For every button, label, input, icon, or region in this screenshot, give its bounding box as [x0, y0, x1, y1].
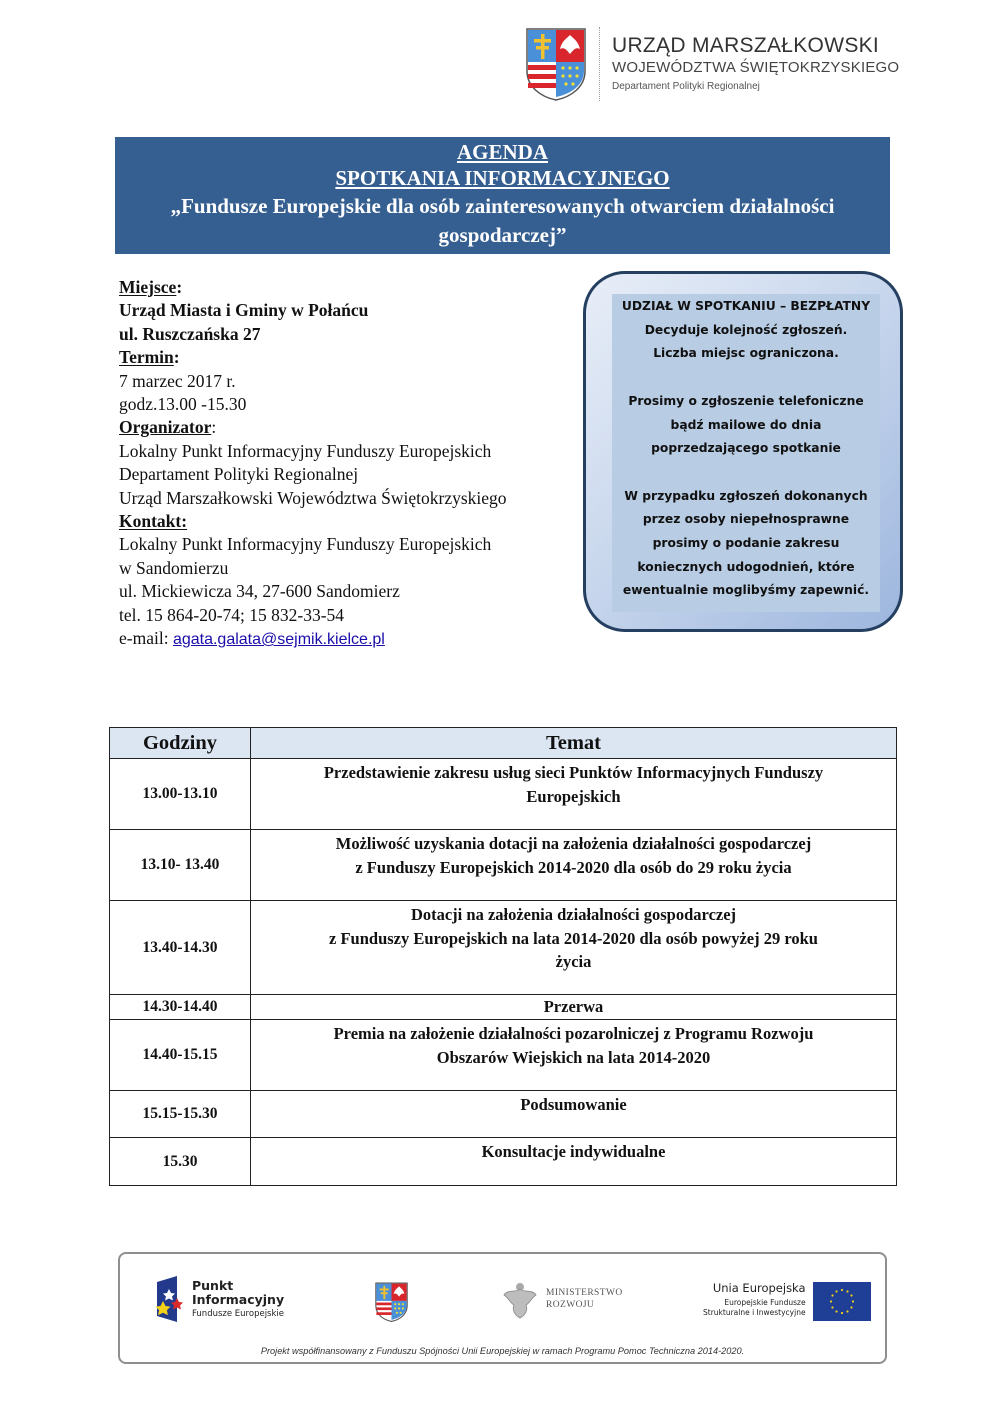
coat-of-arms-icon — [525, 27, 587, 101]
agenda-table — [109, 727, 897, 1186]
event-info — [119, 276, 589, 652]
row-topic: Przerwa — [251, 995, 897, 1020]
fe-flag-icon — [155, 1276, 183, 1322]
polish-eagle-icon — [502, 1281, 538, 1319]
callout-line: bądź mailowe do dnia — [670, 417, 822, 432]
table-row — [110, 1138, 897, 1186]
place-name: Urząd Miasta i Gminy w Połańcu — [119, 300, 369, 321]
callout-spacer — [612, 366, 880, 390]
place-label: Miejsce: — [119, 277, 183, 297]
footer-logos — [120, 1254, 885, 1334]
cofinancing-note: Projekt współfinansowany z Funduszu Spójności Unii Europejskiej w ramach Programu Pomoc Techniczna 2014-2020. — [260, 1346, 745, 1356]
row-time: 14.30-14.40 — [110, 995, 251, 1020]
agenda-title-banner — [115, 137, 890, 254]
punkt-line1: Punkt — [192, 1278, 234, 1294]
email-link[interactable]: agata.galata@sejmik.kielce.pl — [172, 631, 385, 649]
row-time: 15.30 — [110, 1138, 251, 1186]
ministry-logo — [502, 1281, 623, 1319]
table-row — [110, 901, 897, 995]
table-row — [110, 1020, 897, 1091]
banner-subtitle: SPOTKANIA INFORMACYJNEGO — [335, 166, 670, 190]
row-topic: Premia na założenie działalności pozarolniczej z Programu Rozwoju Obszarów Wiejskich na lata 2014-2020 — [251, 1020, 897, 1091]
event-time: godz.13.00 -15.30 — [119, 394, 247, 415]
row-topic: Możliwość uzyskania dotacji na założenia działalności gospodarczej z Funduszy Europejskich 2014-2020 dla osób do 29 roku życia — [251, 830, 897, 901]
contact-phone: tel. 15 864-20-74; 15 832-33-54 — [119, 604, 345, 625]
punkt-informacyjny-logo — [155, 1276, 284, 1322]
callout-line: poprzedzającego spotkanie — [651, 441, 841, 456]
coat-of-arms-icon — [374, 1282, 409, 1322]
banner-title: AGENDA — [456, 140, 548, 164]
eu-line1: Unia Europejska — [712, 1281, 806, 1295]
table-row — [110, 1091, 897, 1138]
row-time: 13.40-14.30 — [110, 901, 251, 995]
callout-free-notice: UDZIAŁ W SPOTKANIU – BEZPŁATNY — [621, 299, 871, 313]
table-row — [110, 995, 897, 1020]
callout-line: ewentualnie moglibyśmy zapewnić. — [622, 583, 870, 598]
table-row — [110, 830, 897, 901]
organizer-line: Lokalny Punkt Informacyjny Funduszy Europejskich — [119, 440, 492, 461]
banner-topic-line2: gospodarczej” — [438, 223, 567, 247]
row-topic: Konsultacje indywidualne — [251, 1138, 897, 1186]
eu-line2: Europejskie Fundusze — [724, 1298, 806, 1308]
banner-topic-line1: „Fundusze Europejskie dla osób zainteresowanych otwarciem działalności — [170, 194, 835, 218]
callout-line: Decyduje kolejność zgłoszeń. — [644, 322, 848, 337]
contact-line: w Sandomierzu — [119, 557, 229, 578]
table-header-row — [110, 728, 897, 759]
callout-content — [612, 294, 880, 612]
punkt-line2: Informacyjny — [192, 1291, 285, 1307]
callout-line: koniecznych udogodnień, które — [637, 559, 855, 574]
callout-line: Prosimy o zgłoszenie telefoniczne — [628, 393, 864, 408]
row-time: 15.15-15.30 — [110, 1091, 251, 1138]
contact-email-row — [119, 627, 589, 651]
logo-divider — [599, 27, 600, 101]
punkt-line3: Fundusze Europejskie — [192, 1308, 284, 1319]
contact-address: ul. Mickiewicza 34, 27-600 Sandomierz — [119, 581, 400, 602]
organizer-line: Urząd Marszałkowski Województwa Świętokrzyskiego — [119, 487, 507, 508]
row-time: 13.00-13.10 — [110, 759, 251, 830]
contact-label: Kontakt: — [119, 511, 188, 532]
participation-callout — [583, 271, 903, 632]
column-header-hours: Godziny — [110, 728, 251, 759]
eu-funds-logo-text — [703, 1282, 806, 1317]
row-time: 14.40-15.15 — [110, 1020, 251, 1091]
row-topic: Dotacji na założenia działalności gospodarczej z Funduszy Europejskich na lata 2014-2020 dla osób powyżej 29 roku życia — [251, 901, 897, 995]
ministry-line1: MINISTERSTWO — [546, 1288, 623, 1299]
row-topic: Podsumowanie — [251, 1091, 897, 1138]
urzad-marszalkowski-logo — [525, 26, 899, 102]
callout-spacer — [612, 461, 880, 485]
logo-department: Departament Polityki Regionalnej — [612, 81, 760, 93]
row-time: 13.10- 13.40 — [110, 830, 251, 901]
event-date: 7 marzec 2017 r. — [119, 370, 236, 391]
logo-title: URZĄD MARSZAŁKOWSKI — [612, 34, 880, 58]
date-label: Termin: — [119, 347, 180, 368]
callout-line: W przypadku zgłoszeń dokonanych — [624, 488, 868, 503]
ministry-line2: ROZWOJU — [546, 1300, 595, 1310]
organizer-line: Departament Polityki Regionalnej — [119, 464, 359, 485]
column-header-topic: Temat — [251, 728, 897, 759]
callout-line: Liczba miejsc ograniczona. — [653, 346, 839, 361]
eu-flag-icon — [813, 1282, 871, 1321]
organizer-label: Organizator: — [119, 417, 217, 438]
funding-footer — [118, 1252, 887, 1364]
row-topic: Przedstawienie zakresu usług sieci Punktów Informacyjnych Funduszy Europejskich — [251, 759, 897, 830]
contact-line: Lokalny Punkt Informacyjny Funduszy Europejskich — [119, 534, 492, 555]
email-label: e-mail: — [119, 628, 173, 649]
logo-subtitle: WOJEWÓDZTWA ŚWIĘTOKRZYSKIEGO — [612, 59, 900, 77]
place-address: ul. Ruszczańska 27 — [119, 323, 261, 344]
callout-line: przez osoby niepełnosprawne — [642, 512, 850, 527]
table-row — [110, 759, 897, 830]
callout-line: prosimy o podanie zakresu — [652, 536, 840, 550]
eu-line3: Strukturalne i Inwestycyjne — [703, 1307, 806, 1317]
